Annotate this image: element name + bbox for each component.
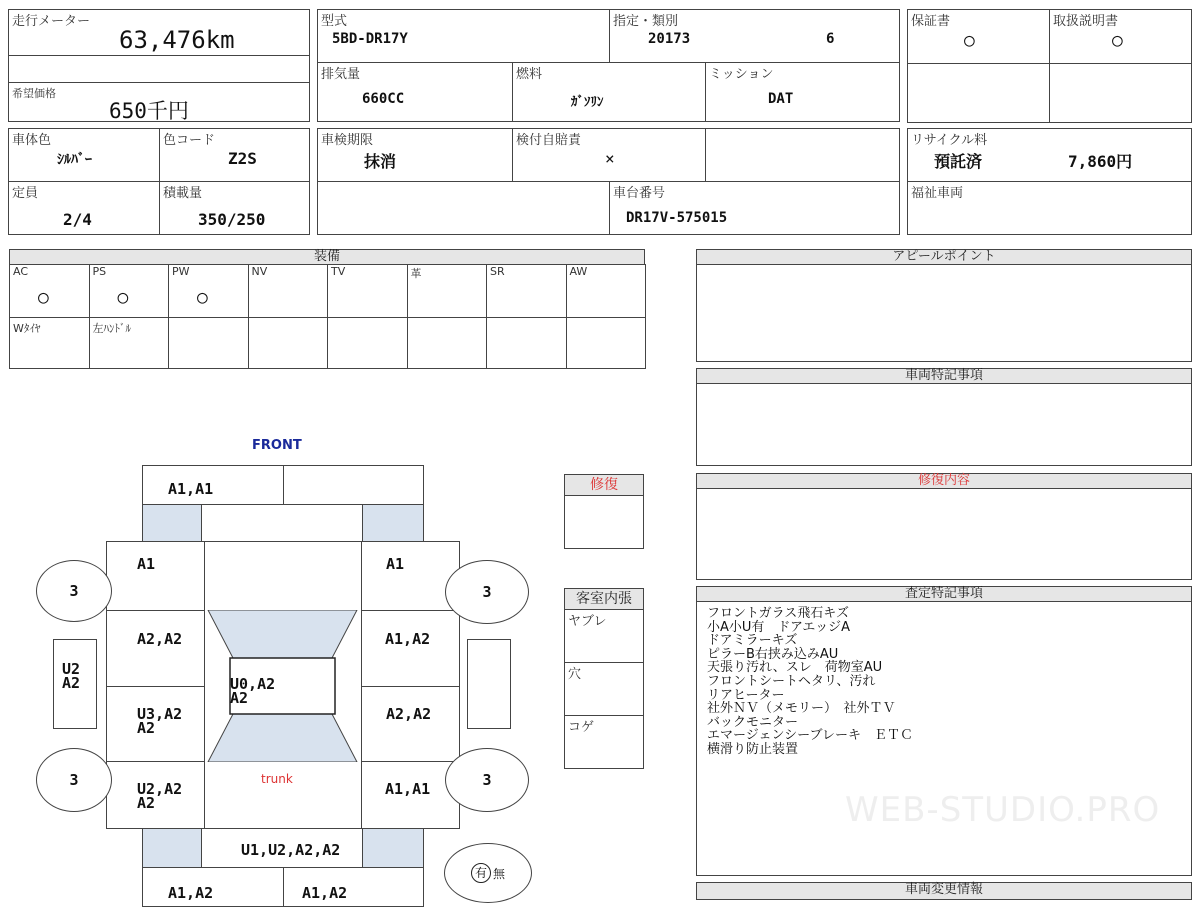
fr-door (361, 610, 460, 687)
assessment-line: 社外ＮＶ（メモリー） 社外ＴＶ (707, 701, 896, 717)
equip-label: 左ﾊﾝﾄﾞﾙ (92, 322, 131, 335)
equip-cell-row2-1 (89, 317, 170, 369)
interior-item (564, 662, 644, 716)
equipment-header: 装備 (9, 249, 645, 265)
windshields (204, 610, 362, 762)
inspection-value: 抹消 (364, 152, 397, 171)
displacement-value: 660CC (362, 91, 405, 107)
assessment-header: 査定特記事項 (696, 586, 1192, 602)
rear-pillar-right (362, 828, 424, 868)
spare-yes: 有 (471, 863, 491, 883)
warranty-cell (907, 9, 1050, 123)
interior-item (564, 609, 644, 663)
equip-cell-row2-2 (168, 317, 249, 369)
manual-cell (1049, 9, 1192, 123)
equip-cell-pw (168, 264, 249, 318)
capacity-value: 2/4 (63, 210, 92, 229)
assessment-body (696, 601, 1192, 876)
capacity-cell (8, 181, 160, 235)
equip-cell-row2-5 (407, 317, 488, 369)
insurance-extra-cell (705, 128, 900, 182)
fl-door-damage: A2,A2 (137, 630, 183, 648)
equip-label: AW (569, 265, 588, 278)
rl-door-damage: U3,A2 A2 (137, 705, 183, 737)
repair-body (564, 495, 644, 549)
color-value: ｼﾙﾊﾞｰ (57, 152, 92, 168)
equip-label: PW (172, 265, 190, 278)
vehicle-notes-header: 車両特記事項 (696, 368, 1192, 384)
front-pillar-left (142, 504, 202, 542)
fl-fender (106, 541, 205, 611)
trunk-label: trunk (261, 772, 293, 786)
fuel-value: ｶﾞｿﾘﾝ (571, 95, 604, 110)
color-code-label: 色コード (163, 133, 216, 148)
manual-mark: ○ (1112, 30, 1123, 51)
front-label: FRONT (252, 438, 302, 453)
left-step-damage: U2 A2 (62, 660, 81, 692)
equip-cell-row2-6 (486, 317, 567, 369)
tire-rl: 3 (36, 748, 112, 812)
load-label: 積載量 (163, 186, 203, 201)
rr-door-damage: A2,A2 (386, 705, 432, 723)
front-pillar-right (362, 504, 424, 542)
interior-item-label: 穴 (568, 667, 582, 682)
designation-value-1: 20173 (648, 31, 691, 47)
equip-label: SR (490, 265, 505, 278)
equip-cell-row2-7 (566, 317, 647, 369)
equip-cell-row2-4 (327, 317, 408, 369)
equip-mark: ○ (117, 287, 129, 308)
price-cell (8, 82, 310, 122)
assessment-line: ピラーB右挟み込みAU (707, 646, 839, 662)
interior-item (564, 715, 644, 769)
watermark: WEB-STUDIO.PRO (845, 790, 1161, 830)
rl-quarter-damage: U2,A2 A2 (137, 780, 183, 812)
warranty-label: 保証書 (911, 14, 951, 29)
designation-cell (609, 9, 900, 63)
rr-door (361, 686, 460, 762)
front-bumper-left-damage: A1,A1 (168, 480, 214, 498)
equip-label: PS (92, 265, 107, 278)
warranty-mark: ○ (964, 30, 975, 51)
assessment-line: エマージェンシーブレーキ ＥＴＣ (707, 728, 913, 744)
rear-windshield (208, 714, 357, 762)
welfare-cell (907, 181, 1192, 235)
assessment-line: リアヒーター (707, 687, 785, 703)
displacement-cell (317, 62, 513, 122)
color-cell (8, 128, 160, 182)
equip-label: Wﾀｲﾔ (13, 322, 41, 335)
repair-details-body (696, 488, 1192, 580)
appeal-body (696, 264, 1192, 362)
odometer-label: 走行メーター (12, 14, 91, 29)
odometer-cell (8, 9, 310, 83)
model-cell (317, 9, 610, 63)
tire-fr: 3 (445, 560, 529, 624)
inspection-label: 車検期限 (321, 133, 374, 148)
equip-cell-row2-3 (248, 317, 329, 369)
insurance-cell (512, 128, 706, 182)
fl-door (106, 610, 205, 687)
equip-cell-aw (566, 264, 647, 318)
chassis-label: 車台番号 (613, 186, 666, 201)
displacement-label: 排気量 (321, 67, 361, 82)
repair-details-header: 修復内容 (696, 473, 1192, 489)
spare-no: 無 (492, 866, 505, 881)
assessment-notes (707, 607, 913, 757)
equip-cell-革 (407, 264, 488, 318)
rear-panel-damage: U1,U2,A2,A2 (241, 841, 341, 859)
assessment-line: ドアミラーキズ (707, 633, 798, 649)
equip-cell-nv (248, 264, 329, 318)
insurance-label: 検付自賠責 (516, 133, 582, 148)
equip-cell-sr (486, 264, 567, 318)
chassis-value: DR17V-575015 (626, 210, 728, 226)
interior-item-label: ヤブレ (568, 614, 607, 629)
inspection-cell (317, 128, 513, 182)
front-windshield (208, 610, 357, 658)
fr-door-damage: A1,A2 (385, 630, 431, 648)
recycle-status: 預託済 (934, 152, 983, 171)
equip-label: 革 (410, 267, 422, 280)
rr-quarter-damage: A1,A1 (385, 780, 431, 798)
assessment-line: 横滑り防止装置 (707, 741, 799, 757)
odometer-value: 63,476km (119, 26, 235, 54)
mission-value: DAT (768, 91, 794, 107)
mission-cell (705, 62, 900, 122)
welfare-label: 福祉車両 (911, 186, 964, 201)
insurance-value: × (605, 149, 615, 168)
fr-fender (361, 541, 460, 611)
equip-mark: ○ (38, 287, 49, 308)
designation-value-2: 6 (826, 31, 835, 47)
change-info-header: 車両変更情報 (696, 882, 1192, 900)
price-value: 650千円 (109, 99, 189, 123)
assessment-line: バックモニター (707, 714, 799, 730)
price-label: 希望価格 (12, 87, 56, 100)
blank-cell (317, 181, 610, 235)
equip-label: AC (13, 265, 29, 278)
color-code-cell (159, 128, 310, 182)
assessment-line: 天張り汚れ、スレ 荷物室AU (707, 660, 883, 676)
appeal-header: アピールポイント (696, 249, 1192, 265)
equip-cell-tv (327, 264, 408, 318)
equip-cell-row2-0 (9, 317, 90, 369)
fl-fender-damage: A1 (137, 555, 156, 573)
spare-tire (444, 843, 532, 903)
right-step (467, 639, 511, 729)
fr-fender-damage: A1 (386, 555, 405, 573)
interior-item-label: コゲ (568, 720, 595, 735)
manual-label: 取扱説明書 (1053, 14, 1119, 29)
recycle-cell (907, 128, 1192, 182)
roof-damage: U0,A2 A2 (230, 675, 276, 707)
equip-cell-ac (9, 264, 90, 318)
equip-label: NV (251, 265, 268, 278)
equip-cell-ps (89, 264, 170, 318)
chassis-cell (609, 181, 900, 235)
fuel-cell (512, 62, 706, 122)
mission-label: ミッション (709, 67, 774, 82)
interior-header: 客室内張 (564, 588, 644, 610)
assessment-line: 小A小U有 ドアエッジA (707, 619, 851, 635)
load-value: 350/250 (198, 210, 266, 229)
hood (201, 504, 363, 542)
designation-label: 指定・類別 (613, 14, 679, 29)
recycle-label: リサイクル料 (911, 133, 988, 148)
model-label: 型式 (321, 14, 348, 29)
rear-bumper-right-damage: A1,A2 (302, 884, 348, 902)
assessment-line: フロントガラス飛石キズ (707, 606, 849, 621)
load-cell (159, 181, 310, 235)
rear-bumper-left-damage: A1,A2 (168, 884, 214, 902)
capacity-label: 定員 (12, 186, 39, 201)
assessment-line: フロントシートヘタリ、汚れ (707, 673, 876, 689)
tire-rr: 3 (445, 748, 529, 812)
color-code-value: Z2S (228, 149, 257, 168)
rear-pillar-left (142, 828, 202, 868)
tire-fl: 3 (36, 560, 112, 622)
vehicle-notes-body (696, 383, 1192, 466)
color-label: 車体色 (12, 133, 52, 148)
equip-label: TV (331, 265, 346, 278)
recycle-amount: 7,860円 (1068, 152, 1133, 171)
equip-mark: ○ (197, 287, 208, 308)
fuel-label: 燃料 (516, 67, 543, 82)
model-value: 5BD-DR17Y (332, 31, 408, 47)
repair-header: 修復 (564, 474, 644, 496)
